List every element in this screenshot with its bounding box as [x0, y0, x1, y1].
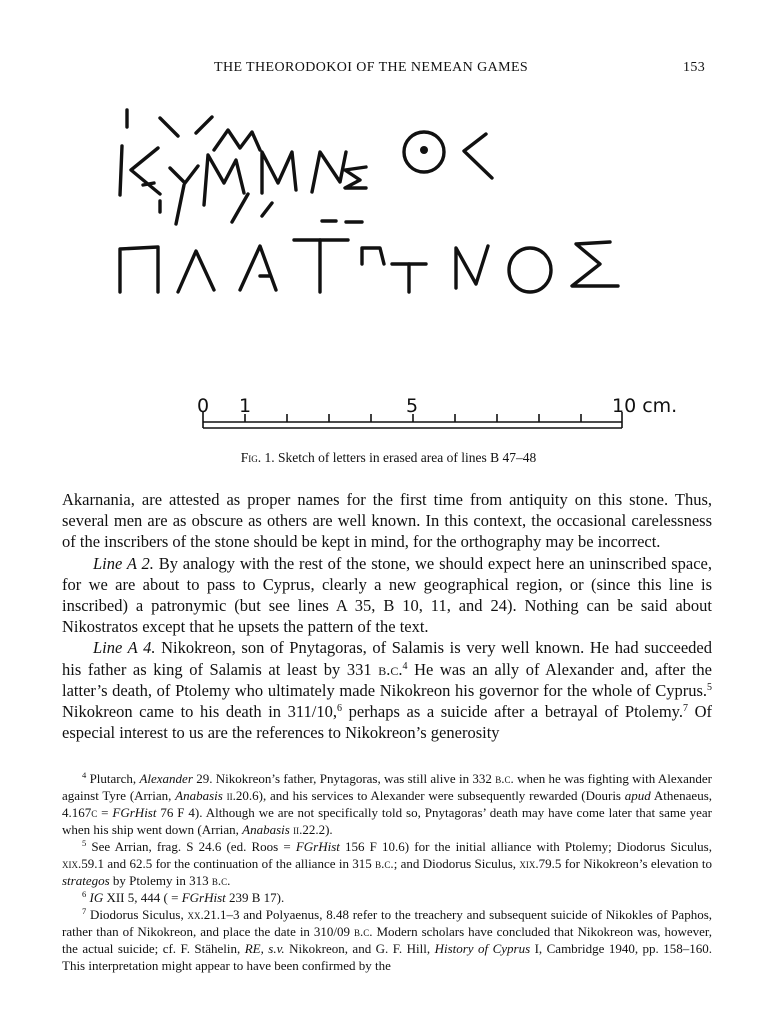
sketch-dot — [420, 146, 428, 154]
footnote-4: $^4$ Plutarch, Alexander 29. Nikokreon’s father, Pnytagoras, was still alive in 332 b.c. when he was fighting with Alexander against Tyre (Arrian, Anabasis ii.20.6), and his services to Alexander were subsequently rewarded (Douris apud Athenaeus, 4.167c = FGrHist 76 F 4). Although we are not specifically told so, Pnytagoras’ death may have come later that same year when his ship went down (Arrian, Anabasis ii.22.2). — [62, 770, 713, 837]
line-label: Line A 4. — [93, 638, 156, 658]
figure-caption-text: 1. Sketch of letters in erased area of lines B 47–48 — [261, 450, 537, 465]
footnote-ref-6: 6 — [336, 703, 342, 715]
paragraph-line-a4: Line A 4. Nikokreon, son of Pnytagoras, of Salamis is very well known. He had succeeded his father as king of Salamis at least by 331 b.c.$^4$ He was an ally of Alexander and, after the latter’s death, of Ptolemy who ultimately made Nikokreon his governor for the whole of Cyprus.$^5$ Nikokreon came to his death in 311/10,$^6$ perhaps as a suicide after a betrayal of Ptolemy.$^7$ Of especial interest to us are the references to Nikokreon’s generosity — [62, 638, 712, 743]
running-title: THE THEORODOKOI OF THE NEMEAN GAMES — [214, 60, 529, 75]
figure-letter-sketch — [0, 0, 777, 450]
footnote-5: $^5$ See Arrian, frag. S 24.6 (ed. Roos = FGrHist 156 F 10.6) for the initial alliance with Ptolemy; Diodorus Siculus, xix.59.1 and 62.5 for the continuation of the alliance in 315 b.c.; and Diodorus Siculus, xix.79.5 for Nikokreon’s elevation to strategos by Ptolemy in 313 b.c. — [62, 838, 712, 888]
scale-label-0: 0 — [197, 395, 210, 417]
figure-label: Fig. — [240, 450, 262, 465]
footnote-ref-5: 5 — [707, 681, 712, 693]
body-text — [62, 489, 712, 743]
page-number: 153 — [683, 60, 706, 75]
footnotes — [62, 770, 712, 974]
figure-caption — [0, 450, 777, 466]
sketch-line-2-letters — [120, 221, 618, 292]
footnote-ref-7: 7 — [682, 703, 688, 715]
footnote-6: $^6$ IG XII 5, 444 ( = FGrHist 239 B 17). — [82, 889, 285, 905]
scale-label-5: 5 — [406, 395, 419, 417]
sketch-line-1-letters — [120, 110, 492, 224]
line-label: Line A 2. — [93, 553, 154, 573]
paragraph-1: Akarnania, are attested as proper names for the first time from antiquity on this stone. Thus, several men are as obscure as others are well known. In this context, the occasional carelessness of the inscribers of the stone should be kept in mind, for the orthography may be incorrect. — [62, 490, 712, 552]
footnote-7: $^7$ Diodorus Siculus, xx.21.1–3 and Polyaenus, 8.48 refer to the treachery and subsequent suicide of Nikokles of Paphos, rather than of Nikokreon, and place the date in 310/09 b.c. Modern scholars have concluded that Nikokreon was, however, the actual suicide; cf. F. Stähelin, RE, s.v. Nikokreon, and G. F. Hill, History of Cyprus I, Cambridge 1940, pp. 158–160. This interpretation might appear to have been confirmed by the — [62, 906, 713, 973]
scale-label-1: 1 — [239, 395, 252, 417]
paragraph-line-a2: Line A 2. By analogy with the rest of the stone, we should expect here an uninscribed space, for we are about to pass to Cyprus, clearly a new geographical region, or (since this line is inscribed) a patronymic (but see lines A 35, B 10, 11, and 24). Nothing can be said about Nikostratos except that he upsets the pattern of the text. — [62, 553, 712, 637]
footnote-ref-4: 4 — [402, 660, 408, 672]
scale-label-10: 10 cm. — [612, 395, 678, 417]
